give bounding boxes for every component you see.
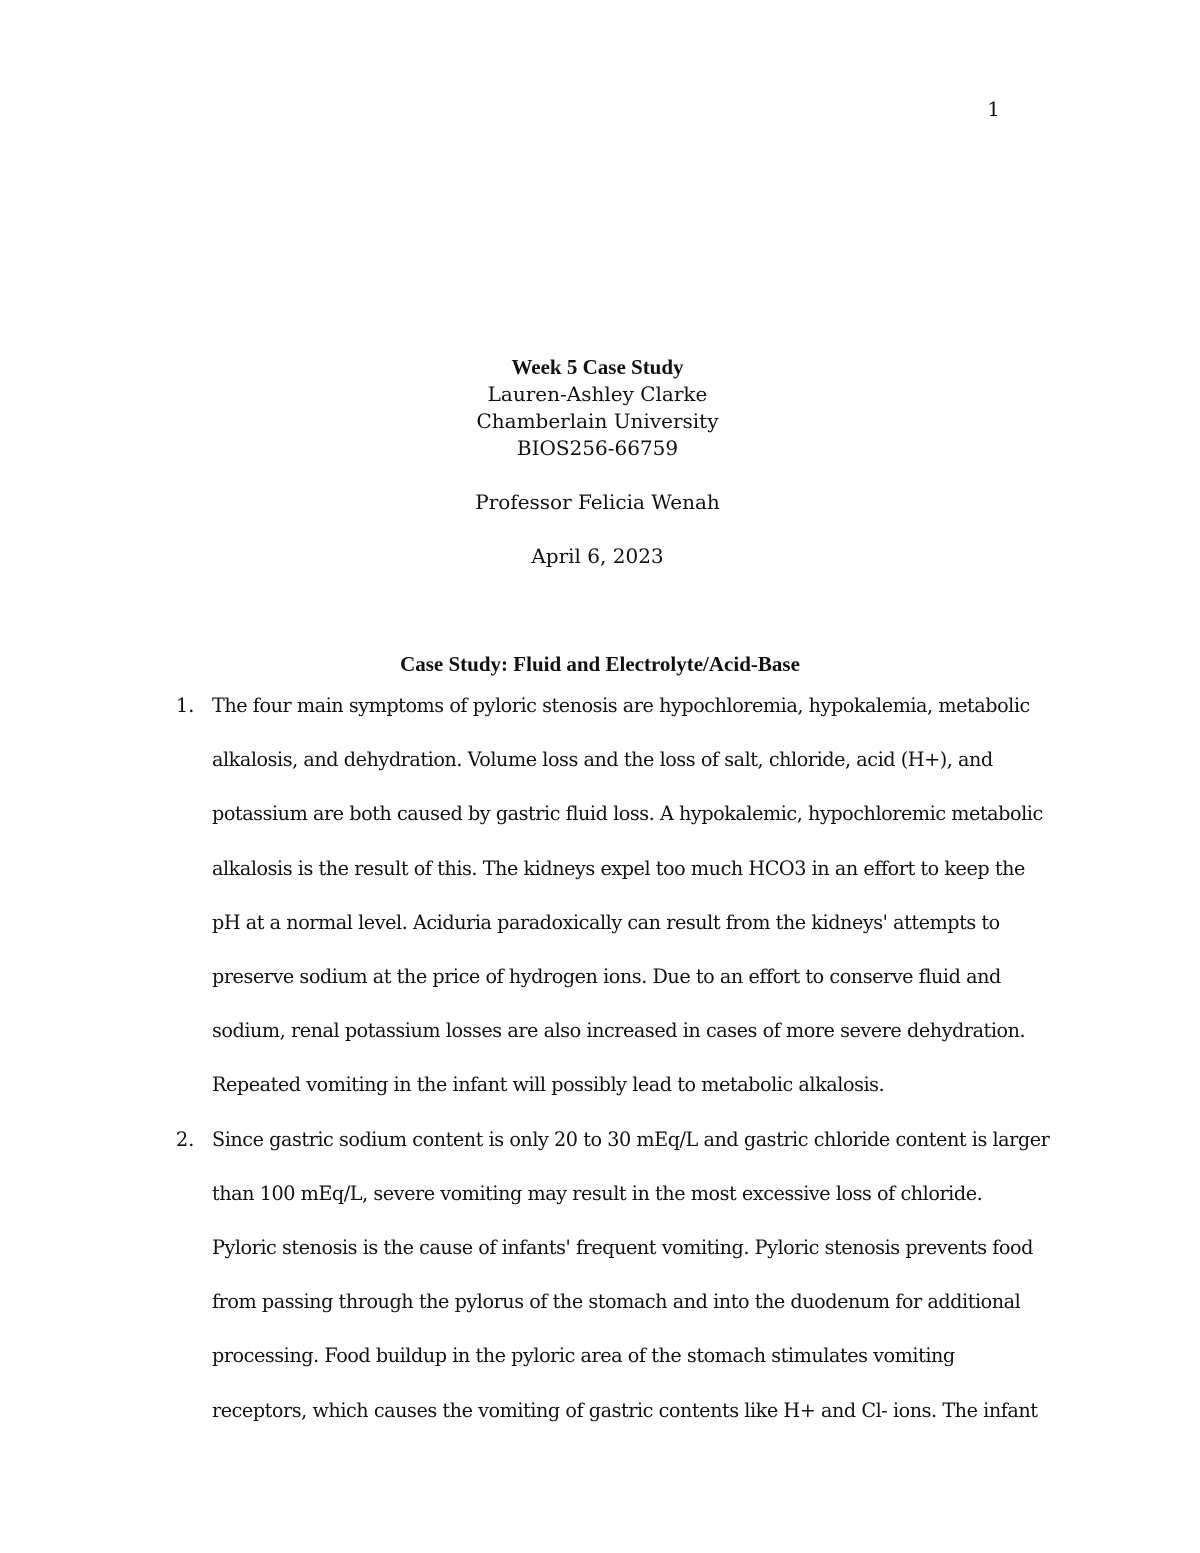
paragraph-line: potassium are both caused by gastric fluid loss. A hypokalemic, hypochloremic metabolic [212,802,1043,826]
institution-name: Chamberlain University [476,409,719,433]
paragraph-line: than 100 mEq/L, severe vomiting may result in the most excessive loss of chloride. [212,1181,983,1205]
section-heading: Case Study: Fluid and Electrolyte/Acid-Base [400,652,800,676]
author-name: Lauren-Ashley Clarke [487,382,708,406]
spacer [0,462,1195,489]
answer-list [176,679,1066,1438]
paragraph-line: preserve sodium at the price of hydrogen ions. Due to an effort to conserve fluid and [212,965,1001,989]
paragraph-line: Pyloric stenosis is the cause of infants' frequent vomiting. Pyloric stenosis prevents food [212,1236,1033,1260]
answer-item [176,1113,1066,1438]
paragraph-line: Since gastric sodium content is only 20 to 30 mEq/L and gastric chloride content is larger [212,1127,1050,1151]
document-title: Week 5 Case Study [511,355,684,379]
spacer [0,516,1195,543]
professor-name: Professor Felicia Wenah [475,490,720,514]
paragraph-line: processing. Food buildup in the pyloric area of the stomach stimulates vomiting [212,1344,955,1368]
list-marker: 2. [176,1127,195,1151]
paragraph-line: alkalosis, and dehydration. Volume loss and the loss of salt, chloride, acid (H+), and [212,748,993,772]
document-date: April 6, 2023 [531,544,664,568]
paragraph-line: The four main symptoms of pyloric stenosis are hypochloremia, hypokalemia, metabolic [212,694,1030,717]
title-block [0,354,1195,570]
paragraph-line: pH at a normal level. Aciduria paradoxically can result from the kidneys' attempts to [212,910,1000,934]
paragraph-line: sodium, renal potassium losses are also increased in cases of more severe dehydration. [212,1019,1026,1043]
course-code: BIOS256-66759 [516,436,679,460]
answer-item [176,679,1066,1113]
paragraph-line: from passing through the pylorus of the stomach and into the duodenum for additional [212,1290,1021,1314]
paragraph-line: alkalosis is the result of this. The kidneys expel too much HCO3 in an effort to keep the [212,856,1025,880]
list-marker: 1. [176,694,195,717]
page-number: 1 [987,97,1000,121]
paragraph-line: receptors, which causes the vomiting of gastric contents like H+ and Cl- ions. The infant [212,1398,1038,1422]
paragraph-line: Repeated vomiting in the infant will possibly lead to metabolic alkalosis. [212,1073,885,1097]
